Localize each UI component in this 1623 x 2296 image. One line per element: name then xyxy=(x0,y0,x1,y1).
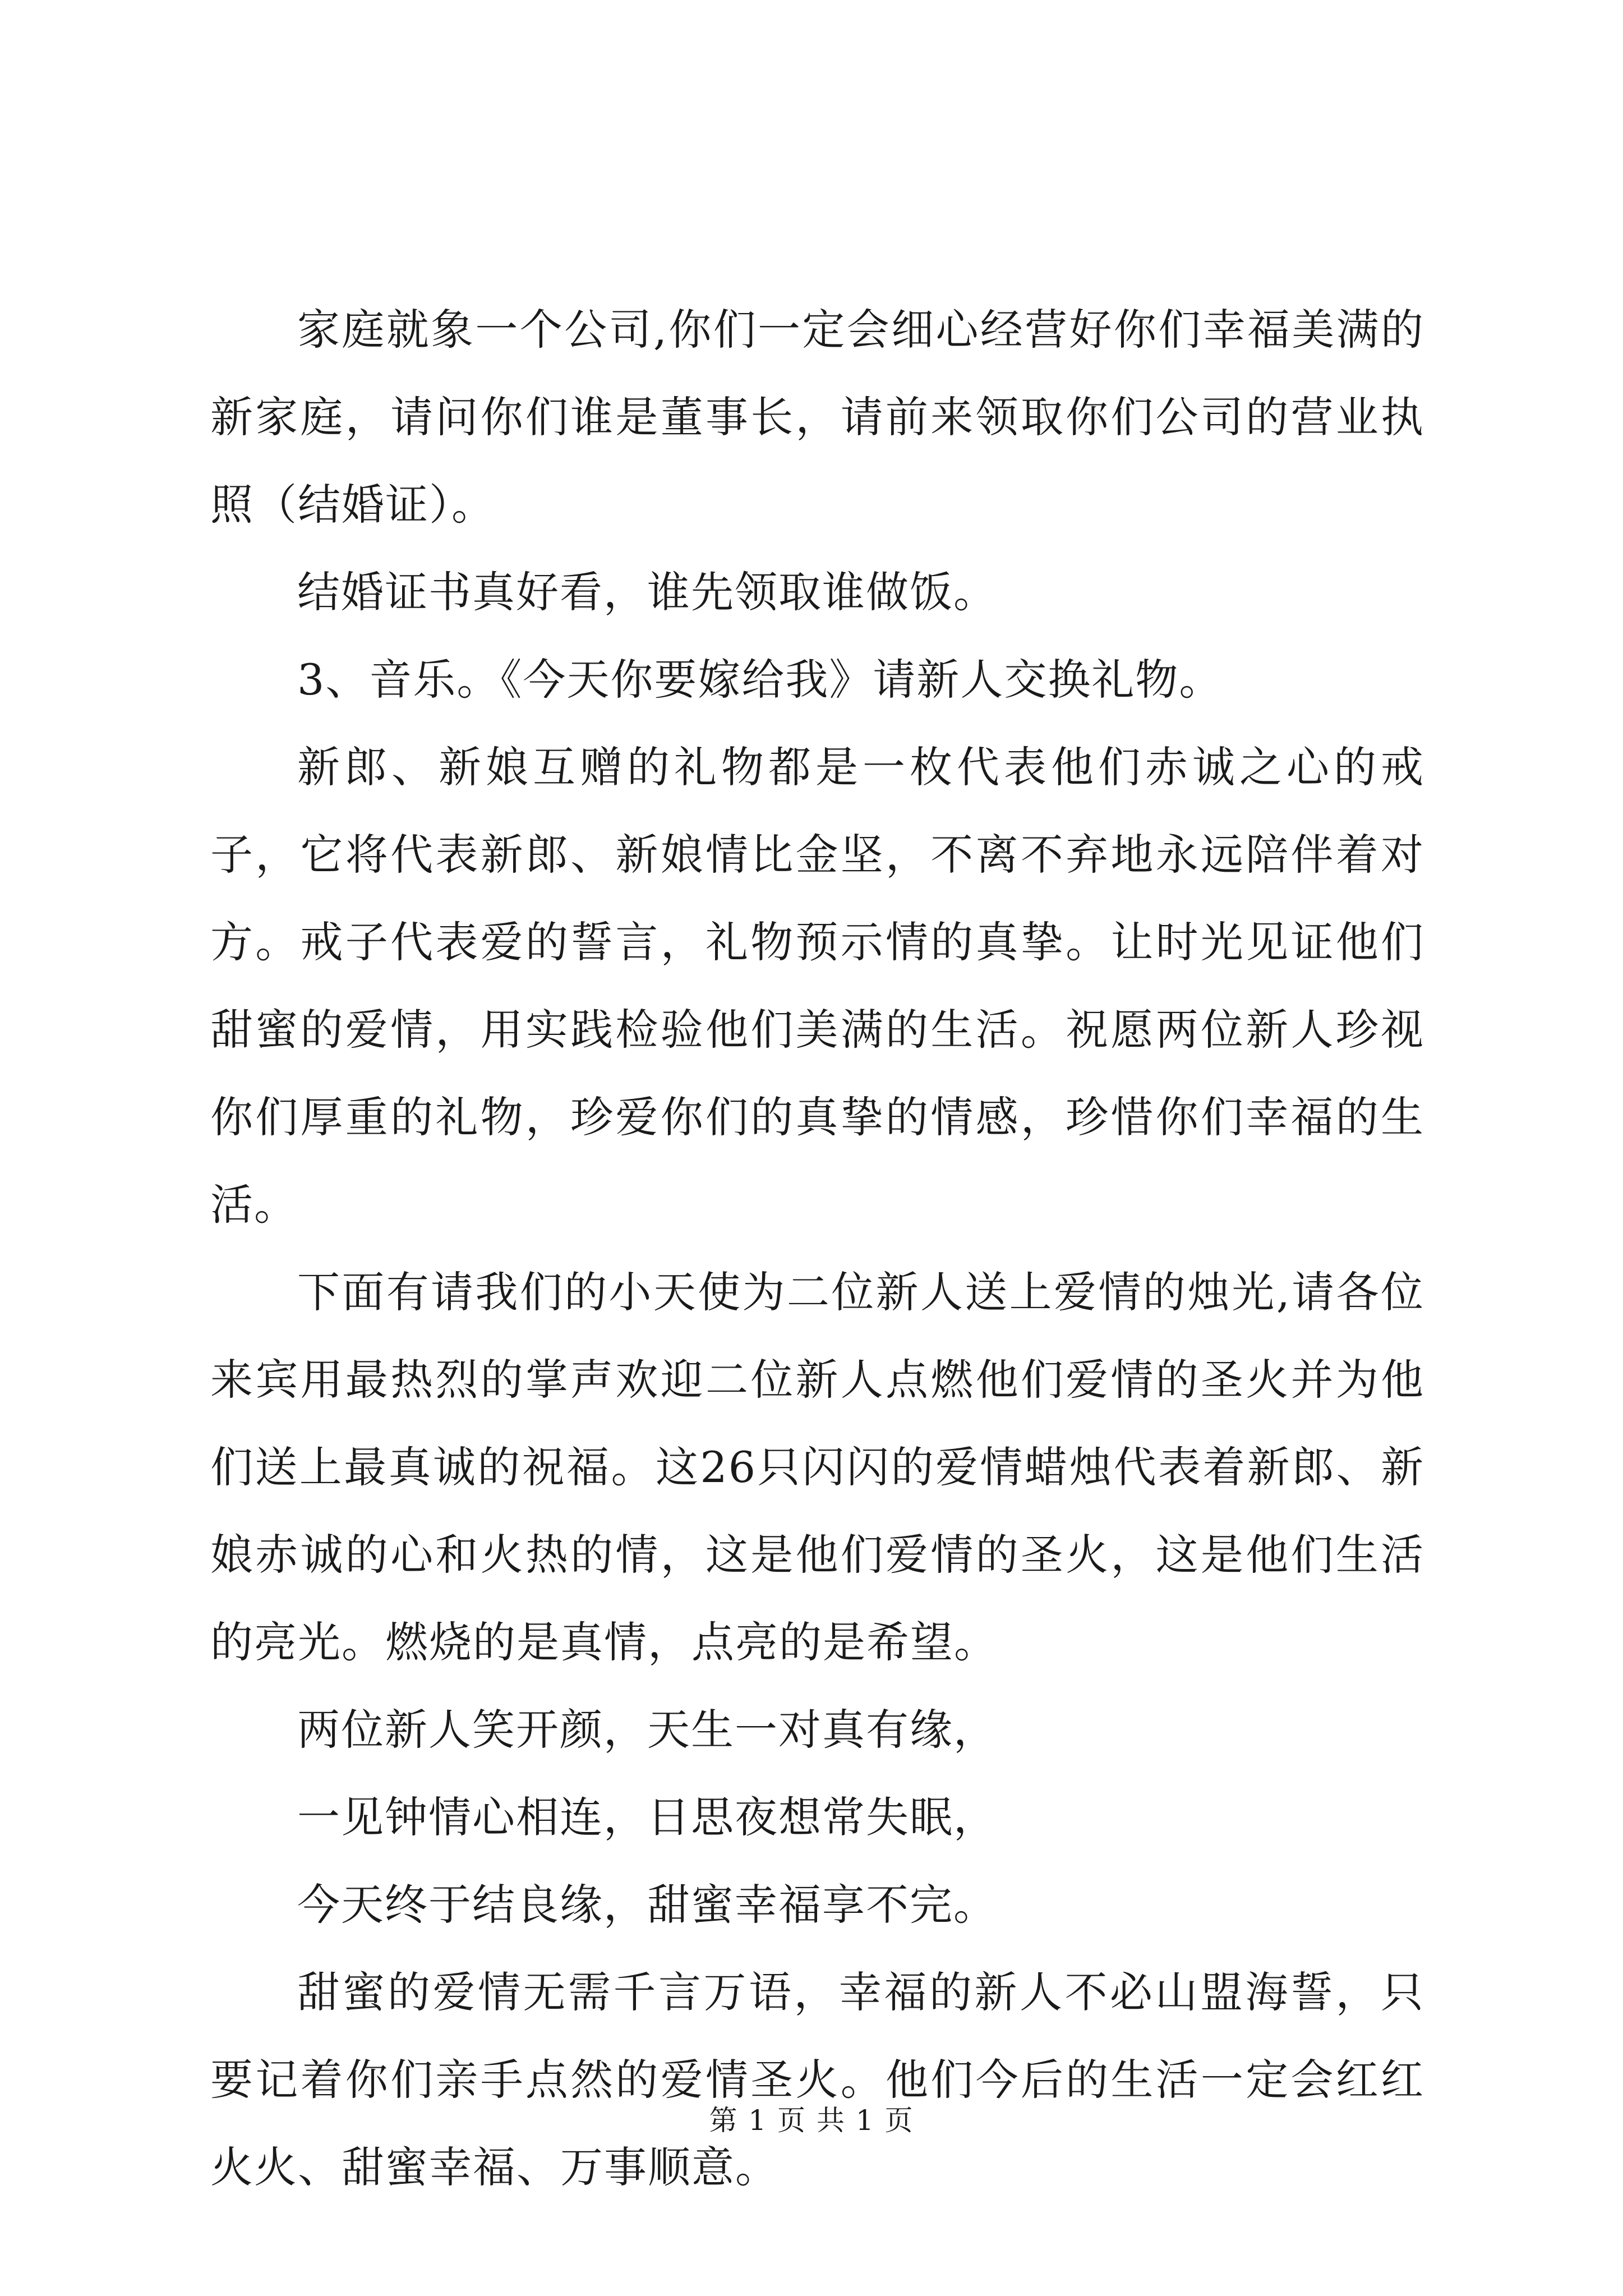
paragraph: 新郎、新娘互赠的礼物都是一枚代表他们赤诚之心的戒子，它将代表新郎、新娘情比金坚，不离不弃地永远陪伴着对方。戒子代表爱的誓言，礼物预示情的真挚。让时光见证他们甜蜜的爱情，用实践检验他们美满的生活。祝愿两位新人珍视你们厚重的礼物，珍爱你们的真挚的情感，珍惜你们幸福的生活。 xyxy=(210,742,1424,1230)
paragraph: 甜蜜的爱情无需千言万语，幸福的新人不必山盟海誓，只要记着你们亲手点然的爱情圣火。他们今后的生活一定会红红火火、甜蜜幸福、万事顺意。 xyxy=(210,1967,1424,2192)
verse-line: 一见钟情心相连，日思夜想常失眠， xyxy=(297,1792,997,1842)
document-body xyxy=(210,286,1424,2211)
paragraph: 3、音乐。《今天你要嫁给我》请新人交换礼物。 xyxy=(297,655,1223,705)
verse-line: 两位新人笑开颜，天生一对真有缘， xyxy=(297,1705,997,1755)
paragraph: 结婚证书真好看，谁先领取谁做饭。 xyxy=(297,567,997,617)
verse-line: 今天终于结良缘，甜蜜幸福享不完。 xyxy=(297,1880,997,1930)
page-footer: 第 1 页 共 1 页 xyxy=(709,2104,914,2137)
paragraph: 下面有请我们的小天使为二位新人送上爱情的烛光,请各位来宾用最热烈的掌声欢迎二位新人点燃他们爱情的圣火并为他们送上最真诚的祝福。这26只闪闪的爱情蜡烛代表着新郎、新娘赤诚的心和火热的情，这是他们爱情的圣火，这是他们生活的亮光。燃烧的是真情，点亮的是希望。 xyxy=(210,1267,1424,1667)
paragraph: 家庭就象一个公司,你们一定会细心经营好你们幸福美满的新家庭，请问你们谁是董事长，请前来领取你们公司的营业执照（结婚证）。 xyxy=(210,305,1424,530)
